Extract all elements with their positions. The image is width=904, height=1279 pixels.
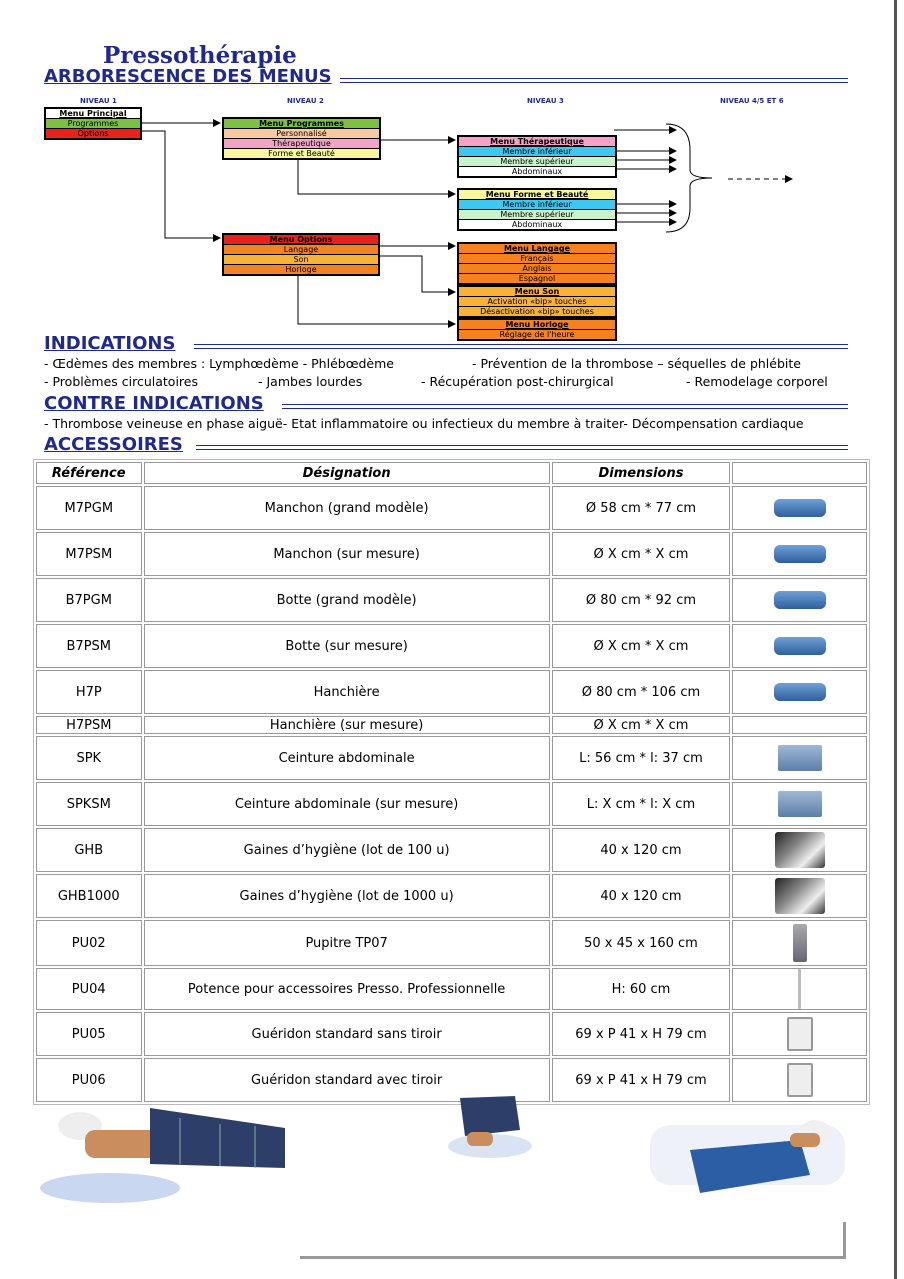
cell-reference: PU04: [36, 968, 142, 1010]
cell-dimensions: 40 x 120 cm: [552, 828, 731, 872]
menu-programmes-title: Menu Programmes: [224, 119, 379, 129]
menu-item-activation: Activation «bip» touches: [459, 297, 615, 307]
table-row: [36, 578, 867, 622]
cell-image: [732, 874, 867, 918]
cell-reference: PU02: [36, 920, 142, 966]
menu-item-membre-inf: Membre inférieur: [459, 147, 615, 157]
menu-item-langage: Langage: [224, 245, 378, 255]
cell-reference: SPK: [36, 736, 142, 780]
cell-designation: Ceinture abdominale: [144, 736, 550, 780]
menu-langage-box: [457, 242, 617, 285]
indication-text: - Prévention de la thrombose – séquelles de phlébite: [472, 356, 801, 371]
menu-item-membre-sup: Membre supérieur: [459, 157, 615, 167]
photo-arm-sleeve: [445, 1088, 535, 1163]
cell-designation: Botte (sur mesure): [144, 624, 550, 668]
menu-son-box: [457, 285, 617, 318]
menu-item-therapeutique: Thérapeutique: [224, 139, 379, 149]
cell-dimensions: L: 56 cm * l: 37 cm: [552, 736, 731, 780]
cell-reference: PU06: [36, 1058, 142, 1102]
cell-designation: Manchon (sur mesure): [144, 532, 550, 576]
indication-text: - Remodelage corporel: [686, 374, 828, 389]
cell-image: [732, 624, 867, 668]
photo-abdominal-belt: [650, 1105, 845, 1200]
menu-item-membre-sup: Membre supérieur: [459, 210, 615, 220]
cell-designation: Hanchière (sur mesure): [144, 716, 550, 734]
boot-icon: [774, 591, 826, 609]
belt-icon: [778, 745, 822, 771]
cell-image: [732, 670, 867, 714]
cell-image: [732, 782, 867, 826]
boot-icon: [774, 637, 826, 655]
menu-forme-title: Menu Forme et Beauté: [459, 190, 615, 200]
menu-item-personnalise: Personnalisé: [224, 129, 379, 139]
cell-reference: H7P: [36, 670, 142, 714]
menu-item-son: Son: [224, 255, 378, 265]
section-menus-heading: ARBORESCENCE DES MENUS: [44, 66, 332, 87]
sleeve-icon: [774, 545, 826, 563]
header-reference: Référence: [36, 462, 142, 484]
cell-designation: Potence pour accessoires Presso. Professionnelle: [144, 968, 550, 1010]
table-row: [36, 624, 867, 668]
cell-image: [732, 736, 867, 780]
level-2-label: NIVEAU 2: [287, 97, 324, 105]
cell-dimensions: 50 x 45 x 160 cm: [552, 920, 731, 966]
cell-reference: H7PSM: [36, 716, 142, 734]
menu-options-box: [222, 233, 380, 276]
table-header-row: [36, 462, 867, 484]
menu-item-programmes: Programmes: [46, 119, 140, 129]
table-row: [36, 828, 867, 872]
indication-text: - Œdèmes des membres : Lymphœdème - Phlébœdème: [44, 356, 394, 371]
menu-horloge-box: [457, 318, 617, 341]
menu-forme-box: [457, 188, 617, 231]
cell-dimensions: 69 x P 41 x H 79 cm: [552, 1058, 731, 1102]
cell-reference: M7PSM: [36, 532, 142, 576]
menu-principal-title: Menu Principal: [46, 109, 140, 119]
contre-indication-text: - Thrombose veineuse en phase aiguë- Etat inflammatoire ou infectieux du membre à traiter- Décompensation cardiaque: [44, 416, 804, 431]
menu-therapeutique-title: Menu Thérapeutique: [459, 137, 615, 147]
cell-image: [732, 968, 867, 1010]
section-rule: [194, 344, 848, 349]
menu-item-espagnol: Espagnol: [459, 274, 615, 283]
stand-icon: [793, 924, 807, 962]
menu-item-anglais: Anglais: [459, 264, 615, 274]
menu-item-desactivation: Désactivation «bip» touches: [459, 307, 615, 316]
menu-item-options: Options: [46, 129, 140, 138]
header-dimensions: Dimensions: [552, 462, 731, 484]
cell-image: [732, 1012, 867, 1056]
table-row: [36, 670, 867, 714]
cell-reference: GHB: [36, 828, 142, 872]
cell-reference: GHB1000: [36, 874, 142, 918]
belt-icon: [778, 791, 822, 817]
table-row: [36, 782, 867, 826]
cart-icon: [787, 1063, 813, 1097]
cell-image: [732, 1058, 867, 1102]
cell-image: [732, 920, 867, 966]
cell-image: [732, 578, 867, 622]
cart-icon: [787, 1017, 813, 1051]
cell-reference: B7PSM: [36, 624, 142, 668]
indication-text: - Récupération post-chirurgical: [421, 374, 614, 389]
menu-tree-connectors: [0, 0, 904, 345]
cell-reference: SPKSM: [36, 782, 142, 826]
cell-image: [732, 716, 867, 734]
menu-principal-box: [44, 107, 142, 140]
cell-dimensions: H: 60 cm: [552, 968, 731, 1010]
menu-langage-title: Menu Langage: [459, 244, 615, 254]
cell-dimensions: 40 x 120 cm: [552, 874, 731, 918]
page-edge-bottom: [300, 1256, 846, 1259]
indication-text: - Jambes lourdes: [258, 374, 363, 389]
sleeve-icon: [774, 499, 826, 517]
cell-image: [732, 486, 867, 530]
cell-designation: Ceinture abdominale (sur mesure): [144, 782, 550, 826]
cell-designation: Guéridon standard sans tiroir: [144, 1012, 550, 1056]
page-edge-corner: [843, 1222, 846, 1259]
cell-designation: Pupitre TP07: [144, 920, 550, 966]
menu-son-title: Menu Son: [459, 287, 615, 297]
table-row: [36, 968, 867, 1010]
cell-reference: PU05: [36, 1012, 142, 1056]
menu-item-forme: Forme et Beauté: [224, 149, 379, 158]
header-designation: Désignation: [144, 462, 550, 484]
menu-item-francais: Français: [459, 254, 615, 264]
accessories-table: [33, 459, 870, 1105]
table-row: [36, 486, 867, 530]
table-row: [36, 716, 867, 734]
indication-text: - Problèmes circulatoires: [44, 374, 198, 389]
menu-horloge-title: Menu Horloge: [459, 320, 615, 330]
section-indications-heading: INDICATIONS: [44, 333, 176, 354]
menu-item-horloge: Horloge: [224, 265, 378, 274]
cell-dimensions: Ø 80 cm * 106 cm: [552, 670, 731, 714]
cell-reference: M7PGM: [36, 486, 142, 530]
table-row: [36, 736, 867, 780]
section-contre-heading: CONTRE INDICATIONS: [44, 393, 264, 414]
header-image: [732, 462, 867, 484]
section-rule: [196, 445, 848, 450]
cell-designation: Hanchière: [144, 670, 550, 714]
cell-image: [732, 532, 867, 576]
photo-leg-sleeves: [40, 1098, 290, 1208]
pole-icon: [798, 969, 801, 1009]
cell-designation: Botte (grand modèle): [144, 578, 550, 622]
level-3-label: NIVEAU 3: [527, 97, 564, 105]
table-row: [36, 920, 867, 966]
cell-dimensions: L: X cm * l: X cm: [552, 782, 731, 826]
menu-programmes-box: [222, 117, 381, 160]
level-4-label: NIVEAU 4/5 ET 6: [720, 97, 784, 105]
table-row: [36, 532, 867, 576]
cell-designation: Manchon (grand modèle): [144, 486, 550, 530]
cell-designation: Guéridon standard avec tiroir: [144, 1058, 550, 1102]
menu-item-abdominaux: Abdominaux: [459, 220, 615, 229]
menu-item-abdominaux: Abdominaux: [459, 167, 615, 176]
level-1-label: NIVEAU 1: [80, 97, 117, 105]
menu-therapeutique-box: [457, 135, 617, 178]
section-accessoires-heading: ACCESSOIRES: [44, 434, 183, 455]
cell-dimensions: Ø 58 cm * 77 cm: [552, 486, 731, 530]
page-title: Pressothérapie: [103, 42, 297, 69]
cell-reference: B7PGM: [36, 578, 142, 622]
cell-dimensions: Ø X cm * X cm: [552, 716, 731, 734]
menu-item-reglage: Réglage de l'heure: [459, 330, 615, 339]
cell-dimensions: Ø X cm * X cm: [552, 624, 731, 668]
cell-image: [732, 828, 867, 872]
liner-icon: [775, 878, 825, 914]
table-row: [36, 874, 867, 918]
menu-options-title: Menu Options: [224, 235, 378, 245]
cell-dimensions: Ø 80 cm * 92 cm: [552, 578, 731, 622]
hip-icon: [774, 683, 826, 701]
cell-designation: Gaines d’hygiène (lot de 100 u): [144, 828, 550, 872]
liner-icon: [775, 832, 825, 868]
menu-item-membre-inf: Membre inférieur: [459, 200, 615, 210]
cell-dimensions: Ø X cm * X cm: [552, 532, 731, 576]
cell-designation: Gaines d’hygiène (lot de 1000 u): [144, 874, 550, 918]
table-row: [36, 1012, 867, 1056]
section-rule: [282, 404, 848, 409]
cell-dimensions: 69 x P 41 x H 79 cm: [552, 1012, 731, 1056]
